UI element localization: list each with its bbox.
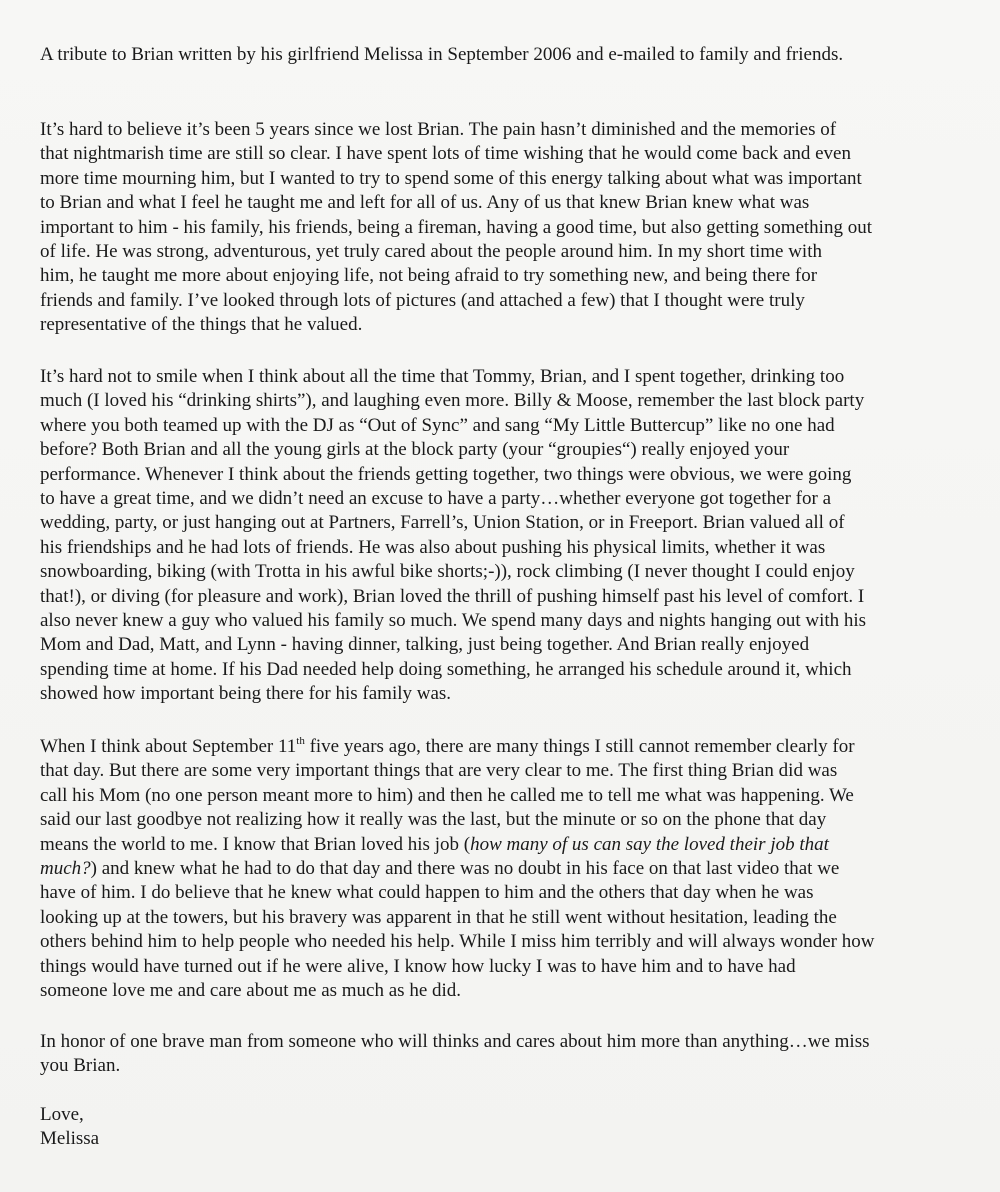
paragraph-line: representative of the things that he valued. [40,314,363,336]
text-run: When I think about September 11 [40,736,297,757]
text-run: five years ago, there are many things I still cannot remember clearly for [304,736,855,757]
paragraph-line: where you both teamed up with the DJ as “Out of Sync” and sang “My Little Buttercup” like no one had [40,414,835,436]
sign-off [40,1103,955,1152]
paragraph-line: performance. Whenever I think about the friends getting together, two things were obvious, we were going [40,463,852,485]
paragraph-2 [40,365,955,707]
paragraph-3 [40,735,955,1003]
paragraph-4 [40,1030,955,1079]
text-run: means the world to me. I know that Brian loved his job ( [40,833,471,855]
paragraph-line [40,735,955,759]
paragraph-line: said our last goodbye not realizing how it really was the last, but the minute or so on the phone that day [40,809,827,831]
paragraph-line: to Brian and what I feel he taught me and left for all of us. Any of us that knew Brian knew what was [40,192,810,214]
italic-text-run: much? [40,858,91,880]
paragraph-line: that day. But there are some very important things that are very clear to me. The first thing Brian did was [40,760,838,782]
document-heading [40,43,955,67]
paragraph-line: call his Mom (no one person meant more to him) and then he called me to tell me what was happening. We [40,784,854,806]
paragraph-line: things would have turned out if he were alive, I know how lucky I was to have him and to have had [40,955,796,977]
paragraph-line: his friendships and he had lots of friends. He was also about pushing his physical limits, whether it was [40,536,826,558]
paragraph-line: before? Both Brian and all the young girls at the block party (your “groupies“) really enjoyed your [40,439,790,461]
paragraph-line: It’s hard to believe it’s been 5 years since we lost Brian. The pain hasn’t diminished and the memories of [40,119,837,140]
paragraph-line: snowboarding, biking (with Trotta in his awful bike shorts;-)), rock climbing (I never thought I could enjoy [40,561,855,583]
heading-line: A tribute to Brian written by his girlfriend Melissa in September 2006 and e-mailed to family and friends. [40,44,844,65]
paragraph-line: also never knew a guy who valued his family so much. We spend many days and nights hanging out with his [40,610,867,632]
ordinal-suffix: th [296,735,305,747]
paragraph-line [40,833,955,857]
paragraph-line: looking up at the towers, but his bravery was apparent in that he still went without hesitation, leading the [40,906,837,928]
paragraph-line: him, he taught me more about enjoying life, not being afraid to try something new, and being there for [40,265,818,287]
paragraph-line: more time mourning him, but I wanted to try to spend some of this energy talking about what was important [40,167,862,189]
closing: Love, [40,1104,84,1125]
paragraph-line: showed how important being there for his family was. [40,683,452,705]
paragraph-line: much (I loved his “drinking shirts”), and laughing even more. Billy & Moose, remember the last block party [40,390,865,412]
paragraph-line: Mom and Dad, Matt, and Lynn - having dinner, talking, just being together. And Brian really enjoyed [40,634,810,656]
signature: Melissa [40,1128,100,1150]
paragraph-line: someone love me and care about me as much as he did. [40,980,462,1002]
paragraph-line: friends and family. I’ve looked through lots of pictures (and attached a few) that I thought were truly [40,289,805,311]
paragraph-line: important to him - his family, his friends, being a fireman, having a good time, but also getting something out [40,216,872,238]
paragraph-line: others behind him to help people who needed his help. While I miss him terribly and will always wonder how [40,931,875,953]
text-run: ) and knew what he had to do that day and there was no doubt in his face on that last video that we [90,858,840,880]
paragraph-line: spending time at home. If his Dad needed help doing something, he arranged his schedule around it, which [40,658,852,680]
paragraph-line: that nightmarish time are still so clear. I have spent lots of time wishing that he would come back and even [40,143,851,165]
paragraph-line: to have a great time, and we didn’t need an excuse to have a party…whether everyone got together for a [40,488,831,510]
paragraph-line: It’s hard not to smile when I think about all the time that Tommy, Brian, and I spent together, drinking too [40,366,845,387]
italic-text-run: how many of us can say the loved their job that [470,833,829,855]
paragraph-line: that!), or diving (for pleasure and work), Brian loved the thrill of pushing himself past his level of comfort. I [40,585,865,607]
paragraph-line: In honor of one brave man from someone who will thinks and cares about him more than anything…we miss [40,1031,870,1052]
paragraph-line: you Brian. [40,1055,121,1077]
paragraph-1 [40,118,955,338]
paragraph-line: have of him. I do believe that he knew what could happen to him and the others that day when he was [40,882,814,904]
paragraph-line [40,857,955,881]
paragraph-line: wedding, party, or just hanging out at Partners, Farrell’s, Union Station, or in Freeport. Brian valued all of [40,512,845,534]
paragraph-line: of life. He was strong, adventurous, yet truly cared about the people around him. In my short time with [40,241,822,263]
